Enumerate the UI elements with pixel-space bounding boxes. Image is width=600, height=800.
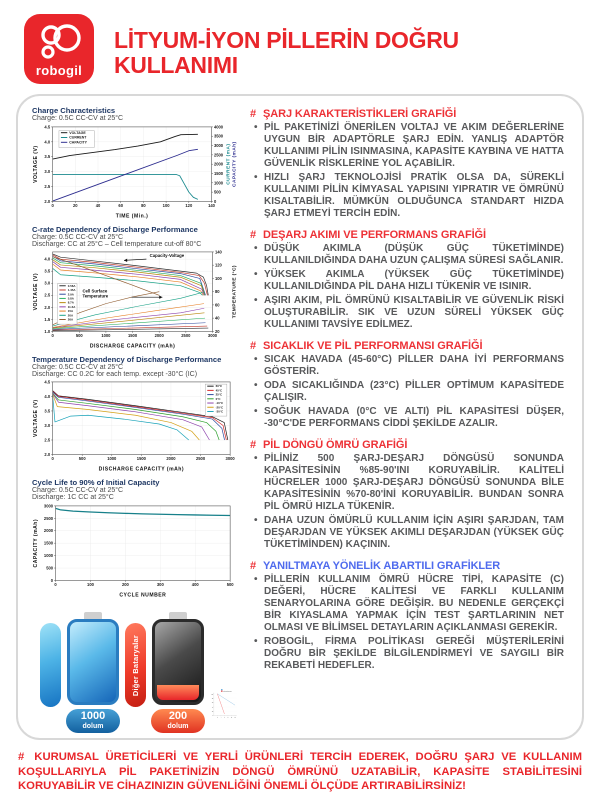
bullet-item: • AŞIRI AKIM, PİL ÖMRÜNÜ KISALTABİLİR VE GÜVENLİK RİSKİ OLUŞTURABİLİR. SIK VE UZUN SÜRELİ YÜKSEK GÜÇ KULLANIMI TAVSİYE EDİLMEZ.	[264, 295, 564, 331]
svg-text:-30°C: -30°C	[215, 409, 224, 414]
svg-text:CAPACITY: CAPACITY	[69, 140, 87, 145]
chart-subtitle: Charge: 0.5C CC-CV at 25°C	[32, 487, 124, 495]
chart-subtitle: Discharge: CC at 25°C – Cell temperature cut-off 80°C	[32, 241, 202, 249]
badge-number: 1000	[80, 710, 106, 723]
svg-text:140: 140	[214, 249, 222, 255]
svg-text:11.6A: 11.6A	[67, 305, 76, 310]
blue-capsule-icon	[40, 623, 61, 707]
section-heading-label: DEŞARJ AKIMI VE PERFORMANS GRAFİĞİ	[263, 229, 486, 241]
svg-text:6: 6	[224, 717, 225, 719]
svg-text:4.5: 4.5	[44, 379, 51, 385]
robogil-circles-icon	[31, 21, 87, 63]
svg-text:40: 40	[211, 707, 214, 709]
text-column	[240, 104, 574, 732]
svg-text:4.5: 4.5	[44, 124, 51, 130]
svg-text:0.58A: 0.58A	[67, 283, 76, 288]
logo-text: robogil	[35, 63, 83, 78]
svg-text:1.45A: 1.45A	[67, 288, 76, 293]
svg-text:CAPACITY (mAh): CAPACITY (mAh)	[32, 519, 39, 568]
charge-characteristics-block	[32, 106, 238, 220]
svg-text:1000: 1000	[43, 553, 54, 559]
section-heading-label: SICAKLIK VE PİL PERFORMANSI GRAFİĞİ	[263, 340, 483, 352]
svg-text:3000: 3000	[225, 456, 235, 462]
temperature-discharge-chart	[32, 378, 238, 473]
svg-text:200: 200	[121, 582, 129, 588]
svg-text:4000: 4000	[213, 124, 224, 130]
section-heading	[250, 439, 564, 451]
svg-text:120: 120	[185, 202, 193, 208]
robogil-battery-group	[40, 612, 120, 733]
section-cycle-life	[250, 439, 564, 551]
svg-text:2000: 2000	[213, 161, 224, 167]
svg-text:1500: 1500	[213, 170, 224, 176]
svg-text:2500: 2500	[213, 152, 224, 158]
svg-text:3.5: 3.5	[44, 154, 51, 160]
footer-text: KURUMSAL ÜRETİCİLERİ VE YERLİ ÜRÜNLERİ TERCİH EDEREK, DOĞRU ŞARJ VE KULLANIM KOŞULLARIYLA PİL PAKETİNİZİN DÖNGÜ ÖMRÜNÜ UZATABİLİR, KAPASİTE STABİLİTESİNİ KORUYABİLİR VE CİHAZINIZIN GÜVENLİĞİNİ ÖNEMLİ ÖLÇÜDE ARTIRABİLİRSİNİZ!	[18, 751, 582, 793]
bullet-item: • YÜKSEK AKIMLA (YÜKSEK GÜÇ TÜKETİMİNDE) KULLANILDIĞINDA PİL DAHA HIZLI TÜKENİR VE ISINIR.	[264, 269, 564, 293]
svg-text:Capacity-Voltage: Capacity-Voltage	[149, 253, 185, 259]
bullet-item: • SOĞUK HAVADA (0°C VE ALTI) PİL KAPASİTESİ DÜŞER, -30°C'DE PERFORMANS CİDDİ ŞEKİLDE AZALIR.	[264, 406, 564, 430]
svg-text:DISCHARGE CAPACITY (mAh): DISCHARGE CAPACITY (mAh)	[98, 466, 185, 473]
svg-text:1500: 1500	[43, 540, 54, 546]
cycle-life-block	[32, 478, 238, 599]
svg-text:60°C: 60°C	[215, 384, 223, 389]
svg-text:VOLTAGE (V): VOLTAGE (V)	[32, 273, 39, 311]
battery-body-full	[67, 619, 119, 705]
hash-icon: #	[18, 751, 25, 763]
svg-text:500: 500	[46, 565, 54, 571]
hash-icon: #	[250, 229, 257, 241]
svg-text:2.0: 2.0	[44, 304, 51, 310]
svg-text:45°C: 45°C	[215, 388, 223, 393]
svg-text:2.5: 2.5	[44, 292, 51, 298]
svg-text:3.0: 3.0	[44, 280, 51, 286]
svg-text:3.0: 3.0	[44, 169, 51, 175]
svg-text:0: 0	[51, 202, 54, 208]
section-heading-label: ŞARJ KARAKTERİSTİKLERİ GRAFİĞİ	[263, 108, 457, 120]
svg-text:Cell Surface: Cell Surface	[82, 288, 108, 294]
svg-text:80: 80	[141, 202, 146, 208]
svg-text:5.8A: 5.8A	[67, 296, 74, 301]
content-card	[16, 94, 584, 740]
svg-text:500: 500	[226, 582, 234, 588]
badge-number: 200	[168, 710, 188, 723]
svg-text:0: 0	[213, 198, 217, 204]
section-heading-label: YANILTMAYA YÖNELİK ABARTILI GRAFİKLER	[263, 560, 501, 572]
badge-unit: dolum	[82, 723, 104, 731]
dark-battery-with-badge	[151, 612, 205, 733]
svg-text:3.5: 3.5	[44, 408, 51, 414]
red-capsule-icon	[125, 623, 146, 707]
chart-subtitle: Charge: 0.5C CC-CV at 25°C	[32, 115, 124, 122]
svg-text:15A: 15A	[67, 309, 74, 314]
battery-comparison-figure	[32, 604, 238, 733]
svg-text:8.7A: 8.7A	[67, 300, 74, 305]
footer-note	[0, 740, 600, 794]
svg-text:10: 10	[230, 717, 233, 719]
chart-title: C-rate Dependency of Discharge Performance	[32, 225, 198, 235]
section-heading	[250, 229, 564, 241]
svg-text:2.0: 2.0	[44, 198, 51, 204]
hash-icon: #	[250, 340, 257, 352]
svg-text:1500: 1500	[127, 332, 138, 338]
chart-subtitle: Charge: 0.5C CC-CV at 25°C	[32, 234, 124, 242]
svg-text:1500: 1500	[136, 456, 146, 462]
bullet-item: • DAHA UZUN ÖMÜRLÜ KULLANIM İÇİN AŞIRI ŞARJDAN, TAM DEŞARJDAN VE YÜKSEK AKIMLI DEŞARJDAN (YÜKSEK GÜÇ TÜKETİMİNDEN) KAÇININ.	[264, 515, 564, 551]
svg-text:1.5: 1.5	[44, 316, 51, 322]
hash-icon: #	[250, 439, 257, 451]
svg-text:3500: 3500	[213, 133, 224, 139]
svg-text:20A: 20A	[67, 313, 74, 318]
blue-battery-with-badge	[66, 612, 120, 733]
robogil-logo	[24, 14, 94, 84]
svg-text:2.5: 2.5	[44, 437, 51, 443]
svg-text:20: 20	[73, 202, 78, 208]
svg-text:CURRENT: CURRENT	[69, 135, 87, 140]
svg-text:1000: 1000	[107, 456, 117, 462]
svg-text:TIME (Min.): TIME (Min.)	[115, 213, 149, 220]
section-heading	[250, 340, 564, 352]
svg-text:2000: 2000	[154, 332, 164, 338]
svg-text:400: 400	[191, 582, 199, 588]
svg-text:1000: 1000	[213, 180, 224, 186]
svg-text:0°C: 0°C	[215, 397, 221, 402]
svg-text:100: 100	[214, 275, 222, 281]
svg-text:4.0: 4.0	[44, 394, 51, 400]
cycles-badge-robogil	[66, 709, 120, 733]
cycle-life-chart	[32, 501, 238, 599]
svg-text:3000: 3000	[213, 143, 224, 149]
bullet-item: • SICAK HAVADA (45-60°C) PİLLER DAHA İYİ PERFORMANS GÖSTERİR.	[264, 354, 564, 378]
battery-cap	[169, 612, 187, 619]
svg-text:26A: 26A	[67, 317, 74, 322]
svg-text:-10°C: -10°C	[215, 401, 224, 406]
charge-characteristics-chart	[32, 122, 238, 220]
svg-text:DISCHARGE CAPACITY (mAh): DISCHARGE CAPACITY (mAh)	[89, 343, 176, 350]
svg-text:140: 140	[208, 202, 215, 208]
bullet-item: • PİLLERİN KULLANIM ÖMRÜ HÜCRE TİPİ, KAPASİTE (C) DEĞERİ, HÜCRE KALİTESİ VE FARKLI KULLANIM SENARYOLARINA GÖRE DEĞİŞİR. BU NEDENLE GERÇEKÇİ BİR KIYASLAMA YAPMAK İÇİN TEST ŞARTLARININ NET OLMASI VE BİLİMSEL DETAYLARIN AÇIKLANMASI GEREKİR.	[264, 574, 564, 634]
svg-text:Diğer Bataryalar: Diğer Bataryalar	[223, 691, 232, 693]
svg-text:100: 100	[87, 582, 94, 588]
svg-text:60: 60	[214, 302, 220, 308]
chart-title: Temperature Dependency of Discharge Performance	[32, 355, 222, 365]
chart-subtitle: Discharge: 1C CC at 25°C	[32, 494, 114, 502]
svg-text:3.0: 3.0	[44, 423, 51, 429]
svg-text:2.5: 2.5	[44, 184, 51, 190]
c-rate-discharge-block	[32, 225, 238, 350]
section-heading-label: PİL DÖNGÜ ÖMRÜ GRAFİĞİ	[263, 439, 408, 451]
svg-text:2000: 2000	[166, 456, 176, 462]
svg-text:CYCLE NUMBER: CYCLE NUMBER	[119, 592, 167, 599]
svg-text:2500: 2500	[195, 456, 206, 462]
lifespan-comparison-chart	[210, 688, 238, 719]
svg-text:80: 80	[214, 289, 220, 295]
svg-text:0: 0	[50, 578, 54, 584]
svg-text:VOLTAGE (V): VOLTAGE (V)	[32, 145, 39, 183]
section-heading	[250, 560, 564, 572]
svg-text:TEMPERATURE (°C): TEMPERATURE (°C)	[232, 265, 238, 319]
svg-text:40: 40	[95, 202, 101, 208]
c-rate-discharge-chart	[32, 248, 238, 350]
battery-body-low	[152, 619, 204, 705]
svg-text:0: 0	[51, 456, 54, 462]
svg-text:0: 0	[212, 716, 214, 718]
svg-text:20: 20	[214, 328, 220, 334]
other-batteries-label: Diğer Bataryalar	[131, 634, 140, 696]
svg-text:4.0: 4.0	[44, 256, 51, 262]
svg-text:3.5: 3.5	[44, 268, 51, 274]
svg-text:500: 500	[213, 189, 221, 195]
svg-text:VOLTAGE: VOLTAGE	[69, 130, 86, 135]
svg-text:2.9A: 2.9A	[67, 292, 74, 297]
blue-battery-icon	[67, 612, 119, 705]
svg-text:2: 2	[217, 717, 218, 719]
svg-text:3000: 3000	[207, 332, 218, 338]
svg-text:0: 0	[51, 332, 54, 338]
other-battery-group	[125, 612, 205, 733]
header	[0, 0, 600, 90]
section-misleading-graphs	[250, 560, 564, 672]
section-discharge-performance	[250, 229, 564, 331]
svg-text:60: 60	[118, 202, 123, 208]
section-temperature-performance	[250, 340, 564, 430]
temperature-discharge-block	[32, 355, 238, 473]
svg-text:2500: 2500	[43, 516, 54, 522]
low-charge-fill	[157, 685, 199, 700]
svg-text:40: 40	[214, 315, 220, 321]
svg-text:100: 100	[162, 202, 170, 208]
chart-subtitle: Discharge: CC 0.2C for each temp. except -30°C (IC)	[32, 371, 198, 379]
svg-text:12: 12	[234, 717, 236, 719]
section-heading	[250, 108, 564, 120]
bullet-item: • PİL PAKETİNİZİ ÖNERİLEN VOLTAJ VE AKIM DEĞERLERİNE UYGUN BİR ADAPTÖRLE ŞARJ EDİN. YANLIŞ ADAPTÖR KULLANIMI PİLİN ISINMASINA, KAPASİTE KAYBINA VE HATTA GÜVENLİK RİSKLERİNE YOL AÇABİLİR.	[264, 122, 564, 170]
svg-text:80: 80	[211, 698, 214, 700]
svg-text:60: 60	[211, 703, 214, 705]
charts-column	[26, 104, 240, 732]
battery-cap	[84, 612, 102, 619]
svg-text:4.0: 4.0	[44, 139, 51, 145]
hash-icon: #	[250, 108, 257, 120]
bullet-item: • ODA SICAKLIĞINDA (23°C) PİLLER OPTİMUM KAPASİTEDE ÇALIŞIR.	[264, 380, 564, 404]
page-title: LİTYUM-İYON PİLLERİN DOĞRU KULLANIMI	[114, 27, 459, 79]
svg-text:8: 8	[227, 717, 229, 719]
svg-text:25°C: 25°C	[215, 392, 223, 397]
chart-title: Charge Characteristics	[32, 106, 116, 115]
svg-text:300: 300	[156, 582, 164, 588]
svg-text:100: 100	[211, 694, 214, 696]
svg-text:CURRENT (mA): CURRENT (mA)	[226, 143, 232, 185]
bullet-item: • DÜŞÜK AKIMLA (DÜŞÜK GÜÇ TÜKETİMİNDE) KULLANILDIĞINDA DAHA UZUN ÇALIŞMA SÜRESİ SAĞLANIR.	[264, 243, 564, 267]
svg-text:CAPACITY (mAh): CAPACITY (mAh)	[232, 141, 238, 187]
svg-text:VOLTAGE (V): VOLTAGE (V)	[32, 399, 39, 438]
cycles-badge-other	[151, 709, 205, 733]
chart-title: Cycle Life to 90% of Initial Capacity	[32, 478, 160, 488]
svg-text:2000: 2000	[43, 528, 54, 534]
dark-battery-icon	[152, 612, 204, 705]
svg-text:2500: 2500	[181, 332, 191, 338]
svg-text:20: 20	[211, 711, 214, 713]
hash-icon: #	[250, 560, 257, 572]
bullet-item: • ROBOGİL, FİRMA POLİTİKASI GEREĞİ MÜŞTERİLERİNİ DOĞRU BİR ŞEKİLDE BİLGİLENDİRMEYİ VE SAYGILI BİR REKABETİ HEDEFLER.	[264, 636, 564, 672]
svg-text:2.0: 2.0	[44, 452, 51, 458]
svg-text:3000: 3000	[43, 503, 54, 509]
svg-text:120: 120	[214, 262, 222, 268]
svg-text:1000: 1000	[101, 332, 111, 338]
svg-text:1.0: 1.0	[44, 328, 51, 334]
svg-text:4: 4	[220, 717, 222, 719]
bullet-item: • HIZLI ŞARJ TEKNOLOJİSİ PRATİK OLSA DA, SÜREKLİ KULLANIMI PİLİN KİMYASAL YAPISINI YIPRATIR VE ÖMRÜNÜ KISALTABİLİR. MÜMKÜN OLDUĞUNCA STANDART HIZDA ŞARJ ETMEYİ TERCİH EDİN.	[264, 172, 564, 220]
bullet-item: • PİLİNİZ 500 ŞARJ-DEŞARJ DÖNGÜSÜ SONUNDA KAPASİTESİNİN %85-90'INI KORUYABİLİR. KALİTELİ HÜCRELER 1000 ŞARJ-DEŞARJ DÖNGÜSÜ SONUNDA BİLE KAPASİTESİNİN %70-80'İNİ KORUYABİLİR. BUNDAN SONRA PİL ÖMRÜ HIZLA TÜKENİR.	[264, 453, 564, 513]
svg-text:0: 0	[54, 582, 57, 588]
section-charge-characteristics	[250, 108, 564, 220]
chart-subtitle: Charge: 0.5C CC-CV at 25°C	[32, 364, 124, 372]
svg-text:-20°C: -20°C	[215, 405, 224, 410]
svg-text:500: 500	[78, 456, 86, 462]
badge-unit: dolum	[167, 723, 189, 731]
svg-text:Temperature: Temperature	[82, 293, 109, 299]
svg-text:500: 500	[75, 332, 83, 338]
